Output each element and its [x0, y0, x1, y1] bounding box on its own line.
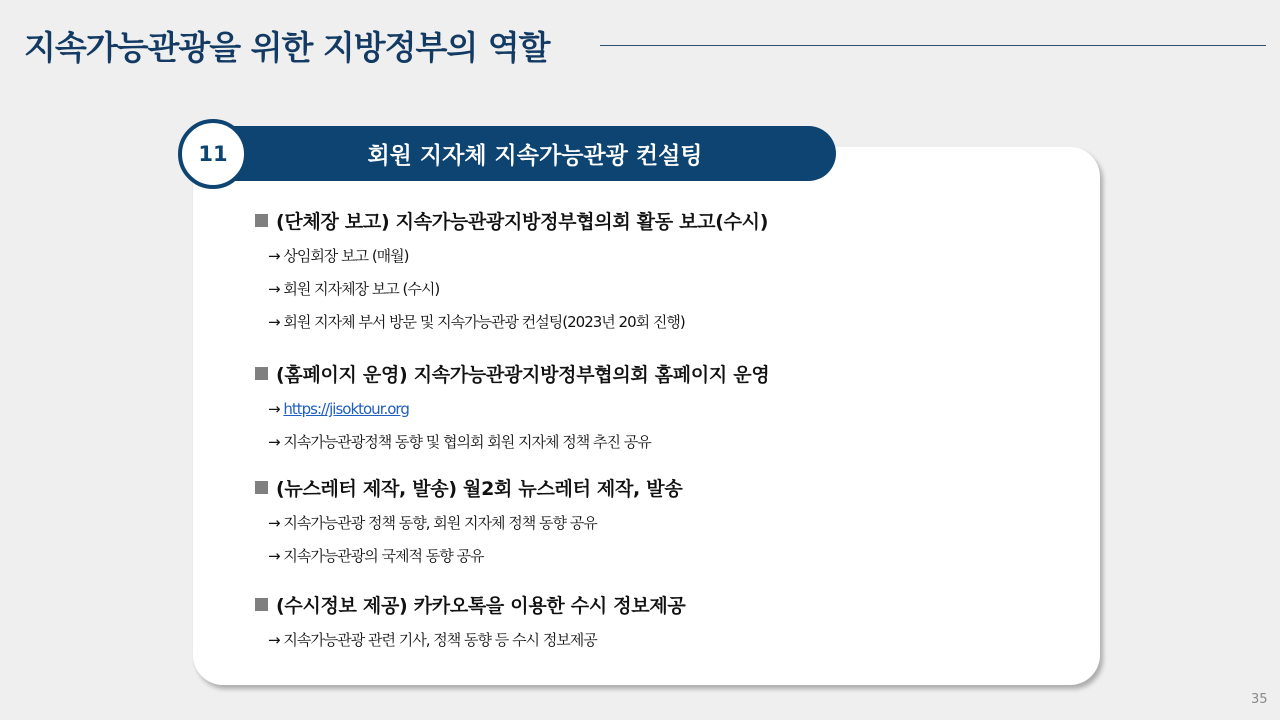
square-bullet-icon	[255, 598, 268, 611]
square-bullet-icon	[255, 367, 268, 380]
card-header-bar	[214, 126, 836, 181]
homepage-link[interactable]: https://jisoktour.org	[283, 400, 409, 418]
section-info-sharing	[255, 591, 685, 651]
slide-title: 지속가능관광을 위한 지방정부의 역할	[24, 28, 550, 67]
list-item: → 지속가능관광 관련 기사, 정책 동향 등 수시 정보제공	[268, 631, 597, 649]
square-bullet-icon	[255, 214, 268, 227]
arrow-prefix: →	[268, 400, 284, 418]
list-item: → 회원 지자체장 보고 (수시)	[268, 280, 440, 298]
card-number-badge: 11	[178, 119, 248, 189]
section-heading: (단체장 보고) 지속가능관광지방정부협의회 활동 보고(수시)	[276, 211, 769, 233]
list-item: → 지속가능관광정책 동향 및 협의회 회원 지자체 정책 추진 공유	[268, 433, 651, 451]
square-bullet-icon	[255, 481, 268, 494]
section-heading: (뉴스레터 제작, 발송) 월2회 뉴스레터 제작, 발송	[276, 478, 683, 500]
section-heading: (홈페이지 운영) 지속가능관광지방정부협의회 홈페이지 운영	[276, 364, 770, 386]
list-item: → 상임회장 보고 (매월)	[268, 247, 409, 265]
card-header-title: 회원 지자체 지속가능관광 컨설팅	[367, 143, 703, 169]
section-leader-report	[255, 207, 768, 333]
section-homepage	[255, 360, 769, 453]
page-number: 35	[1251, 692, 1268, 707]
title-divider	[600, 45, 1266, 46]
section-newsletter	[255, 474, 682, 567]
list-item: → 회원 지자체 부서 방문 및 지속가능관광 컨설팅(2023년 20회 진행)	[268, 313, 685, 331]
section-heading: (수시정보 제공) 카카오톡을 이용한 수시 정보제공	[276, 595, 686, 617]
list-item: → 지속가능관광의 국제적 동향 공유	[268, 547, 484, 565]
list-item: → 지속가능관광 정책 동향, 회원 지자체 정책 동향 공유	[268, 514, 597, 532]
list-item	[268, 398, 769, 420]
